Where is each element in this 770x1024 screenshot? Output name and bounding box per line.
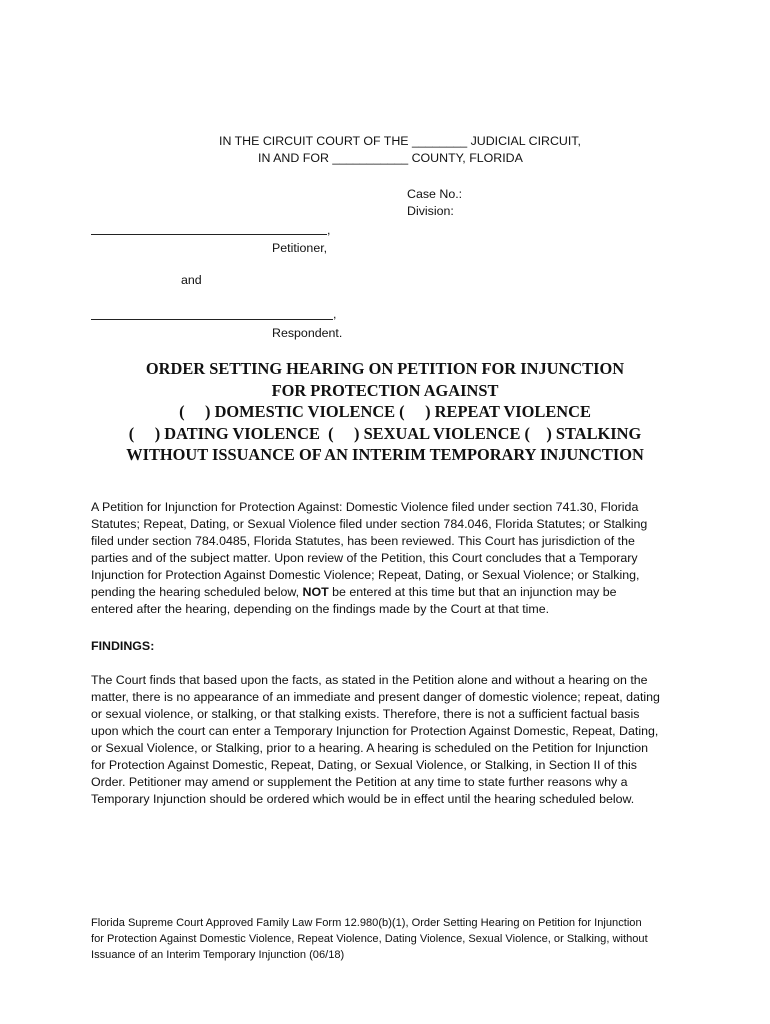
findings-line-4: upon which the court can enter a Temporary Injunction for Protection Against Domestic, Repeat, Dating, [91, 724, 659, 738]
form-footer [91, 915, 691, 963]
title-line-1: ORDER SETTING HEARING ON PETITION FOR INJUNCTION [145, 359, 625, 378]
intro-line-5: Injunction for Protection Against Domestic Violence; Repeat, Dating, or Sexual Violence; or Stalking, [91, 568, 640, 582]
intro-line-7: entered after the hearing, depending on the findings made by the Court at that time. [91, 602, 550, 616]
intro-line-3: filed under section 784.0485, Florida Statutes, has been reviewed. This Court has jurisdiction of the [91, 534, 635, 548]
findings-heading: FINDINGS: [91, 639, 155, 653]
order-title [0, 358, 770, 466]
title-line-4: ( ) DATING VIOLENCE ( ) SEXUAL VIOLENCE ( ) STALKING [128, 423, 642, 443]
title-line-5: WITHOUT ISSUANCE OF AN INTERIM TEMPORARY INJUNCTION [126, 445, 644, 464]
court-header-line-2: IN AND FOR ___________ COUNTY, FLORIDA [258, 151, 523, 165]
findings-line-3: or sexual violence, or stalking, or that stalking exists. Therefore, there is not a sufficient factual basis [91, 707, 640, 721]
respondent-label: Respondent. [272, 326, 343, 340]
findings-line-1: The Court finds that based upon the facts, as stated in the Petition alone and without a hearing on the [91, 673, 648, 687]
findings-line-6: for Protection Against Domestic, Repeat, Dating, or Sexual Violence, or Stalking, in Section II of this [91, 758, 637, 772]
and-label: and [181, 273, 202, 287]
footer-line-3: Issuance of an Interim Temporary Injunction (06/18) [91, 949, 345, 961]
intro-line-6-after: be entered at this time but that an injunction may be [328, 585, 617, 599]
court-header-line-1: IN THE CIRCUIT COURT OF THE ________ JUDICIAL CIRCUIT, [219, 134, 581, 148]
division-label: Division: [407, 204, 454, 218]
respondent-blank-line [91, 319, 333, 320]
findings-paragraph [91, 672, 681, 808]
intro-not-emphasis: NOT [302, 585, 329, 599]
intro-line-4: parties and of the subject matter. Upon review of the Petition, this Court concludes that a Temporary [91, 551, 638, 565]
title-line-2: FOR PROTECTION AGAINST [271, 380, 499, 400]
petitioner-label: Petitioner, [272, 241, 328, 255]
petitioner-blank-line [91, 234, 327, 235]
footer-line-1: Florida Supreme Court Approved Family Law Form 12.980(b)(1), Order Setting Hearing on Petition for Injunction [91, 917, 642, 929]
petitioner-comma: , [327, 223, 331, 237]
intro-paragraph [91, 499, 681, 618]
intro-line-1: A Petition for Injunction for Protection Against: Domestic Violence filed under section 741.30, Florida [91, 500, 639, 514]
intro-line-2: Statutes; Repeat, Dating, or Sexual Violence filed under section 784.046, Florida Statutes; or Stalking [91, 517, 648, 531]
findings-line-2: matter, there is no appearance of an immediate and present danger of domestic violence; repeat, dating [91, 690, 660, 704]
respondent-comma: , [333, 307, 337, 321]
findings-line-5: or Sexual Violence, or Stalking, prior to a hearing. A hearing is scheduled on the Petition for Injunction [91, 741, 649, 755]
intro-line-6-before: pending the hearing scheduled below, [91, 585, 303, 599]
intro-line-6 [91, 584, 681, 601]
footer-line-2: for Protection Against Domestic Violence, Repeat Violence, Dating Violence, Sexual Violence, or Stalking, without [91, 933, 648, 945]
title-line-3: ( ) DOMESTIC VIOLENCE ( ) REPEAT VIOLENCE [179, 402, 591, 421]
findings-line-7: Order. Petitioner may amend or supplement the Petition at any time to state further reasons why a [91, 775, 628, 789]
case-no-label: Case No.: [407, 187, 463, 201]
findings-line-8: Temporary Injunction should be ordered which would be in effect until the hearing scheduled below. [91, 792, 635, 806]
